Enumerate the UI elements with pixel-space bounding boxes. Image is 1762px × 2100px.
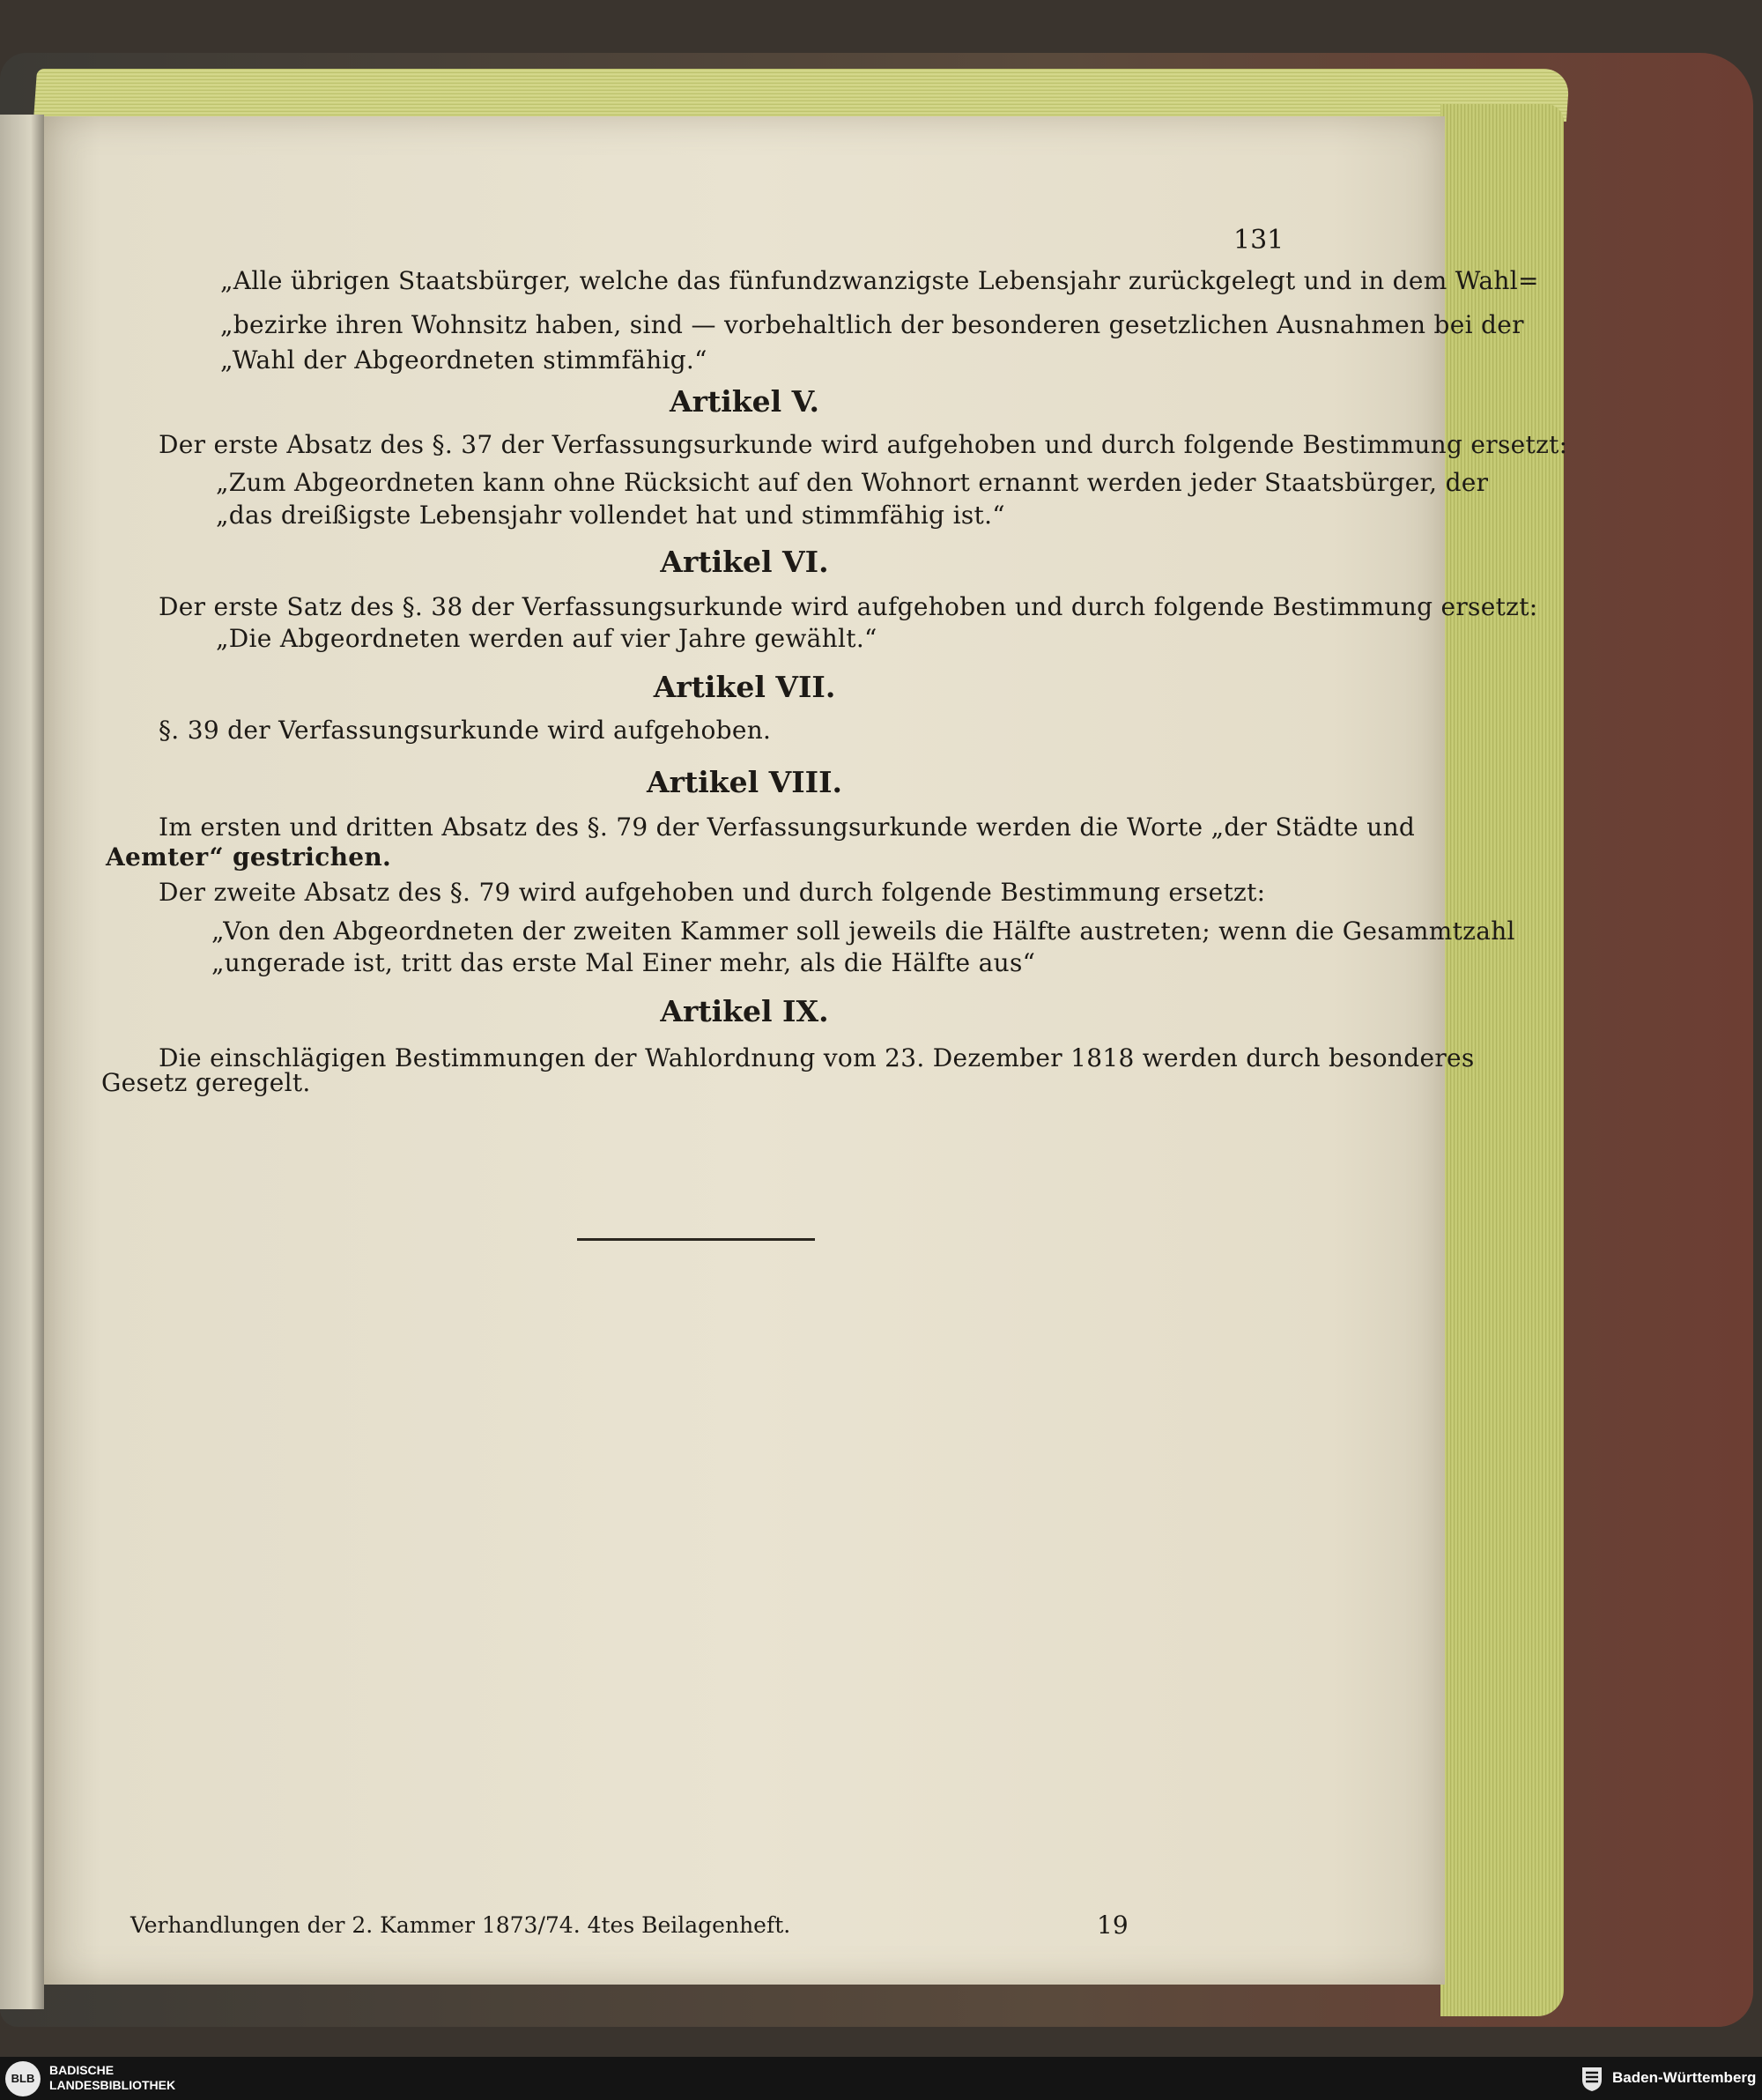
text-line: „Alle übrigen Staatsbürger, welche das fünfundzwanzigste Lebensjahr zurückgelegt und in dem Wahl= (220, 266, 1539, 295)
article-heading: Artikel VI. (660, 545, 829, 579)
text-line: Der erste Absatz des §. 37 der Verfassungsurkunde wird aufgehoben und durch folgende Bestimmung ersetzt: (159, 430, 1568, 459)
text-line: Aemter“ gestrichen. (106, 842, 392, 872)
text-line: Der zweite Absatz des §. 79 wird aufgehoben und durch folgende Bestimmung ersetzt: (159, 878, 1266, 907)
library-bar (0, 2057, 1762, 2100)
footer-sheet-number: 19 (1097, 1911, 1129, 1940)
text-line: „Von den Abgeordneten der zweiten Kammer soll jeweils die Hälfte austreten; wenn die Gesammtzahl (211, 916, 1515, 946)
page-number: 131 (1233, 225, 1284, 256)
left-page-edge (0, 115, 44, 2009)
footer-source: Verhandlungen der 2. Kammer 1873/74. 4tes Beilagenheft. (130, 1912, 791, 1938)
article-heading: Artikel VII. (653, 670, 836, 704)
text-line: Im ersten und dritten Absatz des §. 79 der Verfassungsurkunde werden die Worte „der Städte und (159, 813, 1416, 842)
text-line: Der erste Satz des §. 38 der Verfassungsurkunde wird aufgehoben und durch folgende Bestimmung ersetzt: (159, 592, 1538, 621)
text-line: Gesetz geregelt. (101, 1068, 311, 1097)
text-line: „bezirke ihren Wohnsitz haben, sind — vorbehaltlich der besonderen gesetzlichen Ausnahmen bei der (220, 310, 1524, 339)
text-line: §. 39 der Verfassungsurkunde wird aufgehoben. (159, 716, 772, 745)
text-line: „Zum Abgeordneten kann ohne Rücksicht auf den Wohnort ernannt werden jeder Staatsbürger, der (216, 468, 1489, 497)
library-name: BADISCHE LANDESBIBLIOTHEK (49, 2063, 176, 2092)
text-line: Die einschlägigen Bestimmungen der Wahlordnung vom 23. Dezember 1818 werden durch besonderes (159, 1043, 1475, 1072)
blb-logo-icon[interactable]: BLB (5, 2061, 41, 2096)
coat-of-arms-icon (1579, 2064, 1605, 2092)
text-line: „Die Abgeordneten werden auf vier Jahre gewählt.“ (216, 624, 877, 653)
state-name: Baden-Württemberg (1612, 2069, 1757, 2086)
text-line: „ungerade ist, tritt das erste Mal Einer mehr, als die Hälfte aus“ (211, 948, 1036, 977)
text-line: „Wahl der Abgeordneten stimmfähig.“ (220, 345, 707, 375)
closing-rule (577, 1238, 815, 1241)
text-line: „das dreißigste Lebensjahr vollendet hat und stimmfähig ist.“ (216, 501, 1005, 530)
article-heading: Artikel VIII. (646, 765, 843, 799)
page-edges-top (33, 69, 1570, 122)
article-heading: Artikel V. (670, 384, 819, 419)
article-heading: Artikel IX. (660, 994, 829, 1028)
